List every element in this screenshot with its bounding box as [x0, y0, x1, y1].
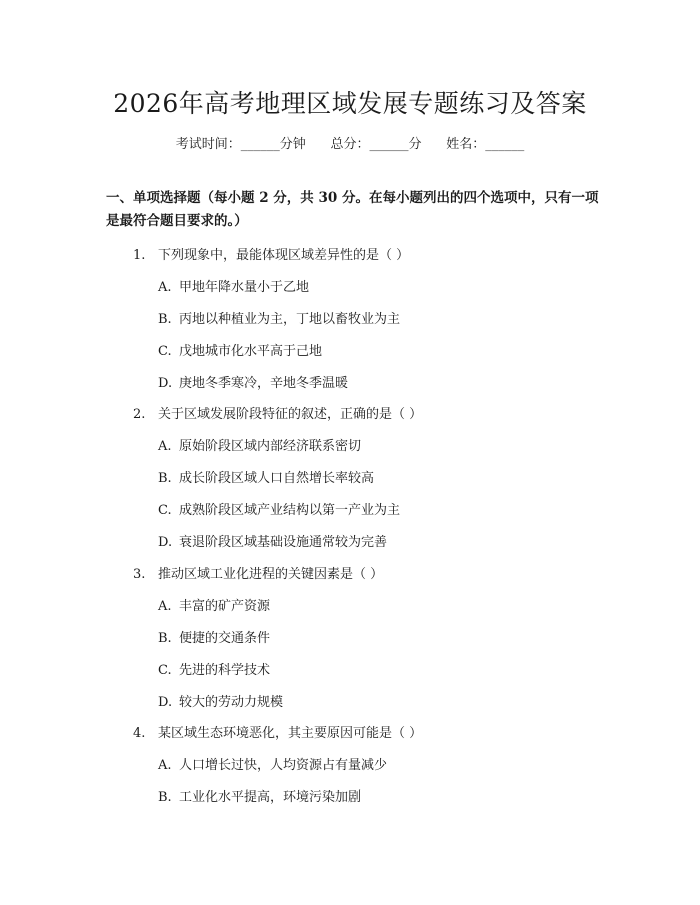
option-text: 成熟阶段区域产业结构以第一产业为主 — [179, 503, 401, 518]
option-letter: A. — [158, 280, 172, 295]
question-number: 3. — [133, 567, 146, 582]
question-1 — [133, 244, 409, 263]
option-text: 原始阶段区域内部经济联系密切 — [179, 439, 362, 454]
option — [158, 435, 361, 454]
option — [158, 754, 387, 773]
option-letter: D. — [158, 535, 173, 550]
option-text: 便捷的交通条件 — [179, 631, 271, 646]
option — [158, 786, 361, 805]
option-letter: A. — [158, 758, 172, 773]
option — [158, 595, 270, 614]
option-text: 先进的科学技术 — [179, 663, 271, 678]
page-title: 2026年高考地理区域发展专题练习及答案 — [113, 89, 587, 118]
question-text: 某区域生态环境恶化，其主要原因可能是（ ） — [158, 726, 423, 741]
option — [158, 531, 387, 550]
option-text: 衰退阶段区域基础设施通常较为完善 — [179, 535, 388, 550]
option — [158, 276, 309, 295]
option-letter: B. — [158, 631, 172, 646]
question-2 — [133, 403, 422, 422]
section-heading: 一、单项选择题（每小题 2 分，共 30 分。在每小题列出的四个选项中，只有一项是最符合题目要求的。） — [106, 190, 599, 229]
question-4 — [133, 722, 422, 741]
option-letter: C. — [158, 503, 172, 518]
option-text: 成长阶段区域人口自然增长率较高 — [179, 471, 375, 486]
option-text: 丰富的矿产资源 — [179, 599, 271, 614]
option-letter: B. — [158, 312, 172, 327]
option — [158, 627, 270, 646]
option-letter: B. — [158, 471, 172, 486]
option — [158, 467, 374, 486]
option-letter: C. — [158, 663, 172, 678]
option-text: 人口增长过快，人均资源占有量减少 — [179, 758, 388, 773]
option-letter: C. — [158, 344, 172, 359]
question-text: 关于区域发展阶段特征的叙述，正确的是（ ） — [158, 407, 423, 422]
exam-info-line: 考试时间：______分钟 总分：______分 姓名：______ — [175, 137, 525, 152]
question-number: 2. — [133, 407, 146, 422]
option-text: 丙地以种植业为主，丁地以畜牧业为主 — [179, 312, 401, 327]
option — [158, 372, 348, 391]
option-text: 较大的劳动力规模 — [179, 695, 284, 710]
option-text: 甲地年降水量小于乙地 — [179, 280, 310, 295]
option — [158, 308, 400, 327]
option-letter: D. — [158, 695, 173, 710]
question-text: 下列现象中，最能体现区域差异性的是（ ） — [158, 248, 410, 263]
option-letter: D. — [158, 376, 173, 391]
option-text: 工业化水平提高，环境污染加剧 — [179, 790, 362, 805]
question-3 — [133, 563, 383, 582]
option-letter: A. — [158, 439, 172, 454]
option — [158, 691, 283, 710]
question-text: 推动区域工业化进程的关键因素是（ ） — [158, 567, 384, 582]
option — [158, 499, 400, 518]
question-number: 1. — [133, 248, 146, 263]
option-text: 戊地城市化水平高于己地 — [179, 344, 323, 359]
option — [158, 340, 322, 359]
option-letter: A. — [158, 599, 172, 614]
question-number: 4. — [133, 726, 146, 741]
option — [158, 659, 270, 678]
option-letter: B. — [158, 790, 172, 805]
option-text: 庚地冬季寒冷，辛地冬季温暖 — [179, 376, 349, 391]
